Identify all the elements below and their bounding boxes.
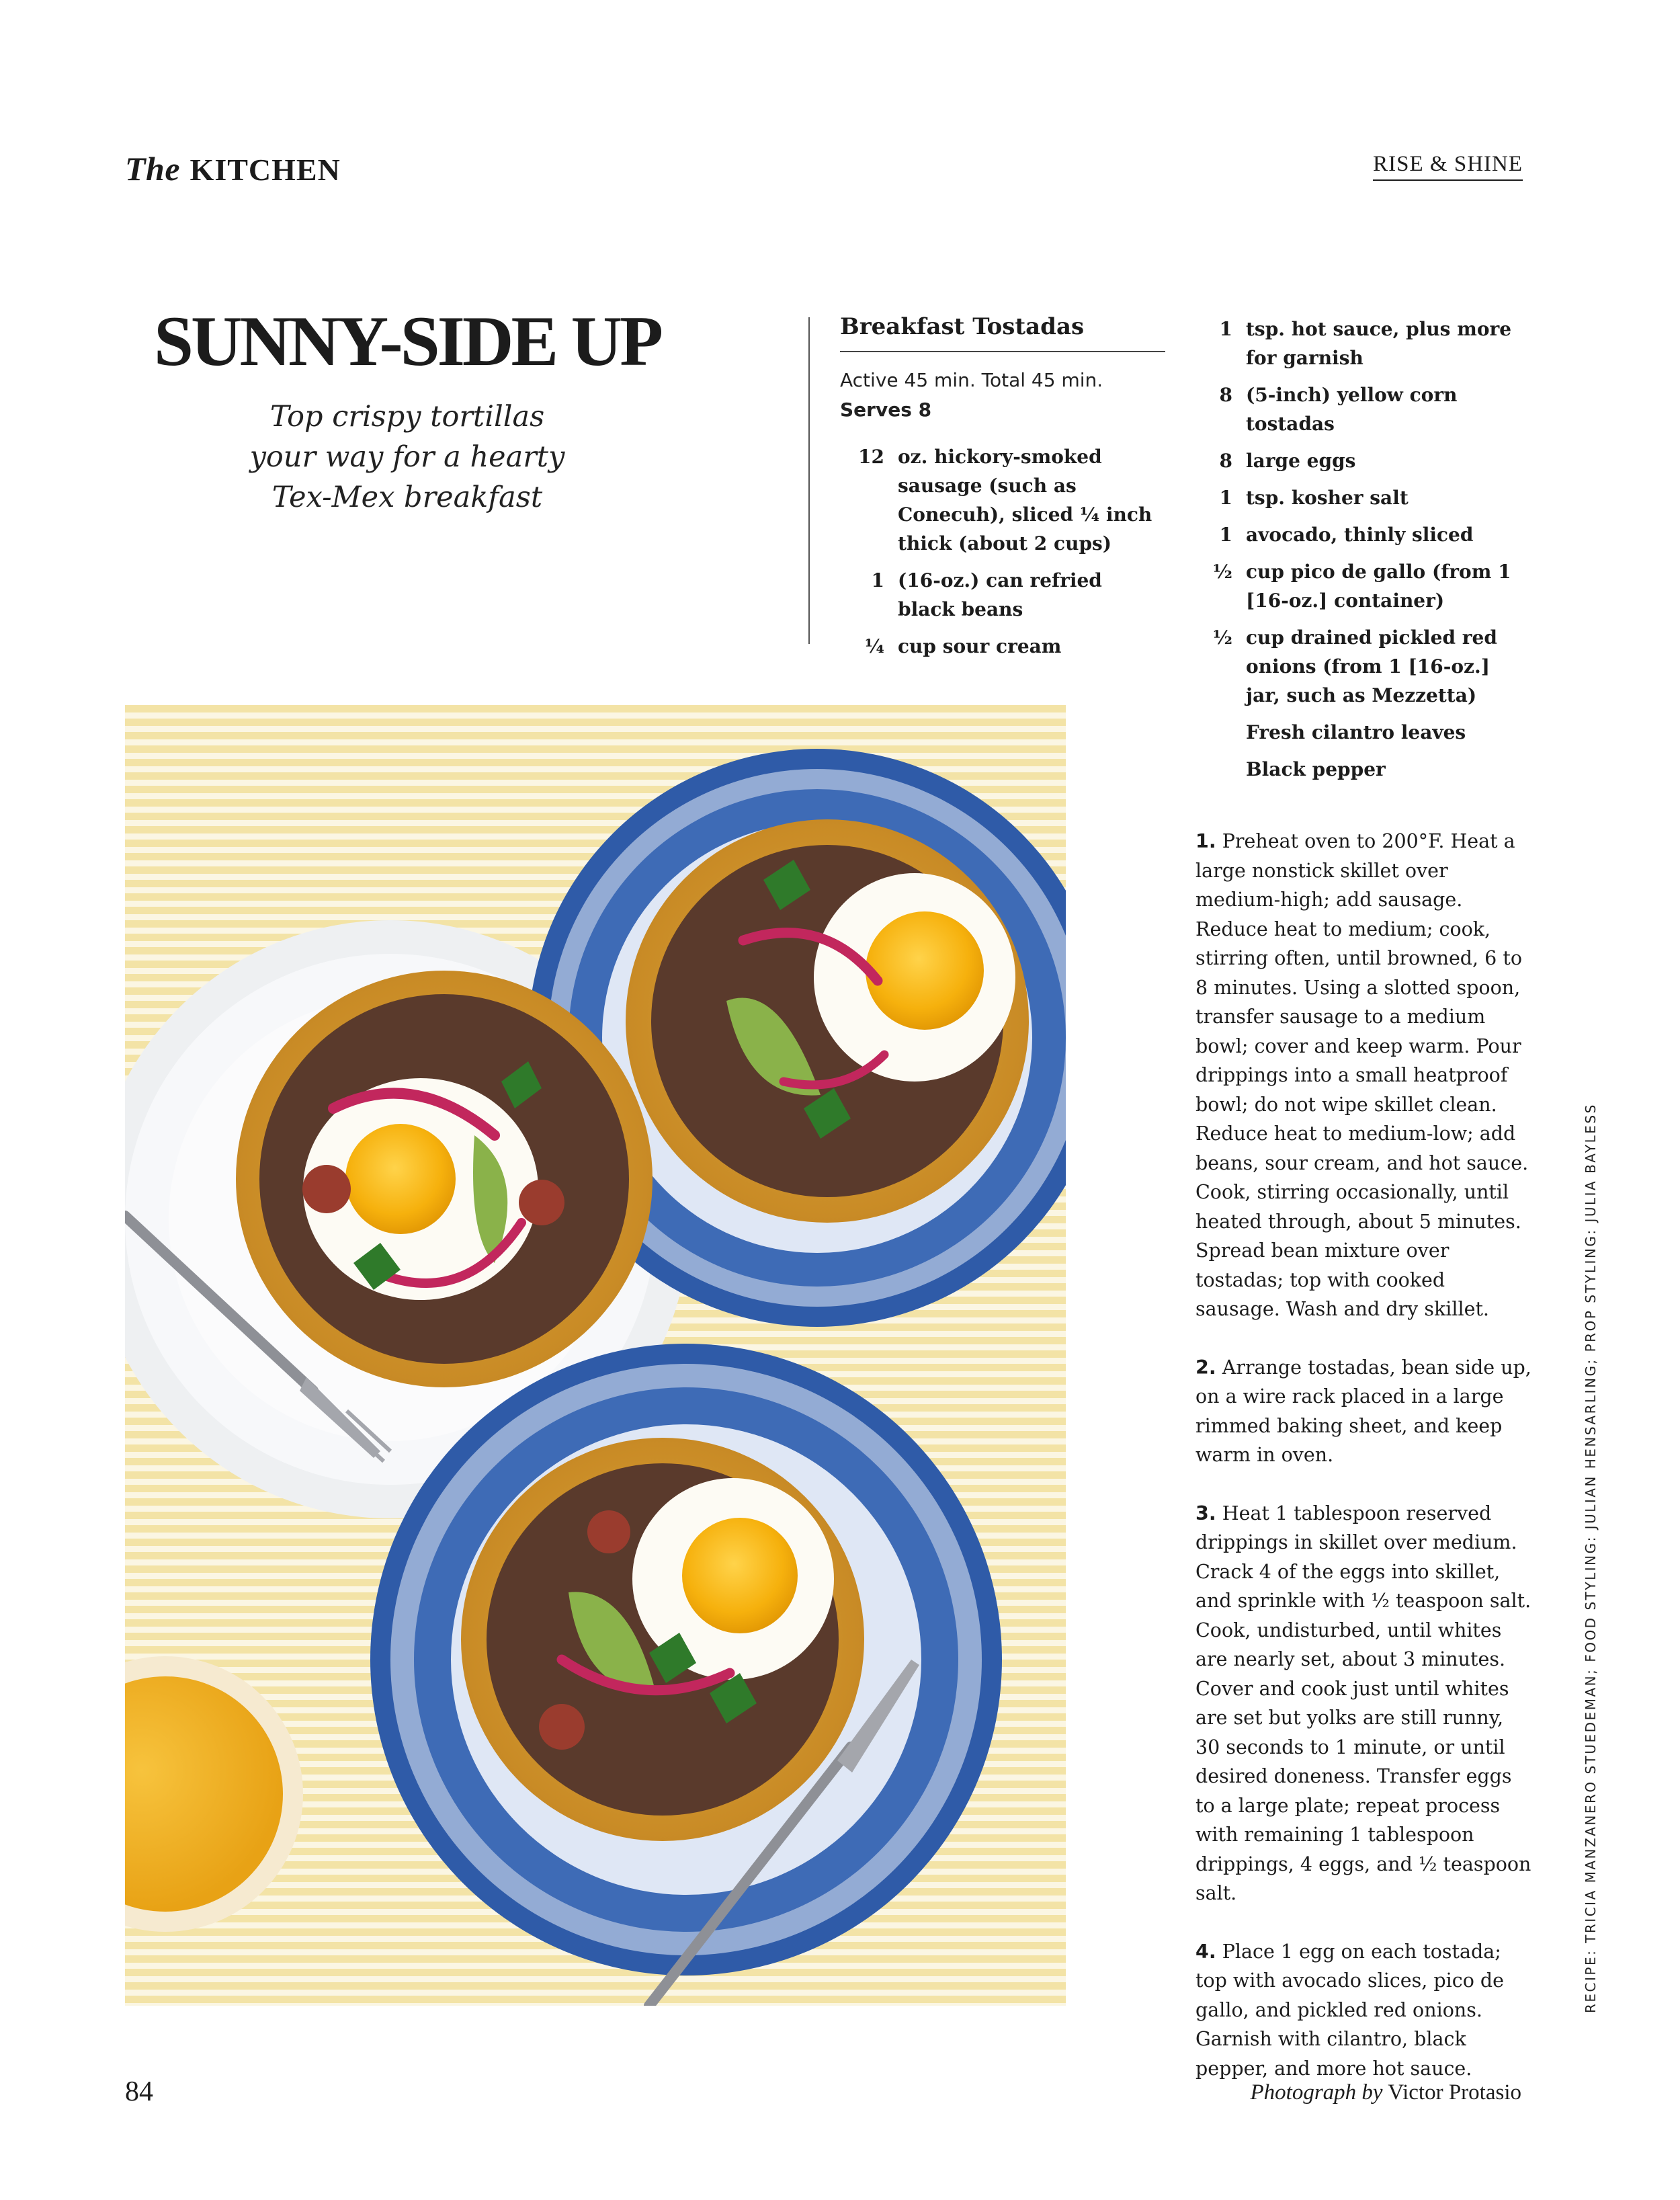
ingredient-text: cup drained pickled red onions (from 1 [16-oz.] jar, such as Mezzetta): [1246, 626, 1497, 706]
ingredient-text: tsp. hot sauce, plus more for garnish: [1246, 318, 1512, 369]
food-photo: [125, 705, 1066, 2006]
ingredient-list-1: [840, 442, 1165, 661]
step-number: 1.: [1195, 830, 1216, 852]
ingredient-qty: 1: [1219, 318, 1232, 340]
column-divider: [808, 317, 810, 644]
tostada-bottom: [461, 1438, 864, 1841]
recipe-title: Breakfast Tostadas: [840, 313, 1165, 352]
photo-credit-label: Photograph by: [1250, 2080, 1383, 2105]
ingredient-item: [1206, 446, 1528, 475]
ingredient-text: tsp. kosher salt: [1246, 487, 1409, 509]
photo-credit: [1251, 2080, 1521, 2105]
ingredient-text: (16-oz.) can refried black beans: [898, 569, 1102, 620]
dek-line: Tex-Mex breakfast: [271, 481, 543, 514]
ingredient-text: Fresh cilantro leaves: [1246, 721, 1466, 743]
step-number: 3.: [1195, 1502, 1216, 1524]
ingredient-item: [1206, 755, 1528, 784]
tostada-left: [236, 971, 653, 1387]
ingredient-qty: ¼: [864, 635, 884, 657]
ingredient-qty: 1: [871, 569, 884, 592]
ingredient-item: [840, 442, 1165, 558]
ingredient-item: [1206, 718, 1528, 747]
credits: RECIPE: TRICIA MANZANERO STUEDEMAN; FOOD STYLING: JULIAN HENSARLING; PROP STYLING: JULIA BAYLESS: [1583, 1103, 1599, 2013]
section-label: [125, 149, 341, 188]
section-label-kitchen: KITCHEN: [190, 153, 341, 187]
section-label-the: The: [125, 150, 181, 188]
section-tag: RISE & SHINE: [1373, 152, 1523, 181]
ingredient-item: [840, 632, 1165, 661]
ingredient-text: avocado, thinly sliced: [1246, 524, 1474, 546]
ingredient-qty: ½: [1212, 626, 1232, 649]
page-number: 84: [125, 2076, 153, 2107]
ingredient-text: cup sour cream: [898, 635, 1062, 657]
recipe-time: Active 45 min. Total 45 min.: [840, 369, 1103, 391]
step-item: [1195, 827, 1531, 1324]
juice-glass: [125, 1656, 303, 1932]
ingredient-item: [1206, 315, 1528, 372]
dek-line: your way for a hearty: [249, 440, 565, 474]
ingredient-text: oz. hickory-smoked sausage (such as Conecuh), sliced ¼ inch thick (about 2 cups): [898, 446, 1152, 555]
ingredient-item: [840, 566, 1165, 624]
recipe-steps: [1195, 827, 1531, 2112]
recipe-header: [840, 313, 1165, 669]
step-number: 2.: [1195, 1356, 1216, 1379]
step-item: [1195, 1499, 1531, 1908]
photographer-name: Victor Protasio: [1388, 2080, 1521, 2105]
ingredient-qty: [1206, 718, 1246, 747]
step-text: Heat 1 tablespoon reserved drippings in skillet over medium. Crack 4 of the eggs into skillet, and sprinkle with ½ teaspoon salt. Cook, undisturbed, until whites are nearly set, about 3 minutes. Cover and cook just until whites are set but yolks are still runny, 30 seconds to 1 minute, or until desired doneness. Transfer eggs to a large plate; repeat process with remaining 1 tablespoon drippings, 4 eggs, and ½ teaspoon salt.: [1195, 1502, 1531, 1904]
ingredient-item: [1206, 557, 1528, 615]
ingredient-item: [1206, 520, 1528, 549]
ingredient-text: large eggs: [1246, 450, 1356, 472]
ingredient-qty: 12: [858, 446, 884, 468]
step-text: Arrange tostadas, bean side up, on a wire rack placed in a large rimmed baking sheet, and keep warm in oven.: [1195, 1356, 1531, 1466]
ingredient-item: [1206, 483, 1528, 512]
ingredient-text: (5-inch) yellow corn tostadas: [1246, 384, 1458, 435]
step-text: Place 1 egg on each tostada; top with avocado slices, pico de gallo, and pickled red onions. Garnish with cilantro, black pepper, and more hot sauce.: [1195, 1940, 1505, 2080]
ingredient-text: Black pepper: [1246, 758, 1386, 780]
headline: SUNNY-SIDE UP: [154, 302, 661, 380]
step-text: Preheat oven to 200°F. Heat a large nonstick skillet over medium-high; add sausage. Reduce heat to medium; cook, stirring often, until browned, 6 to 8 minutes. Using a slotted spoon, transfer sausage to a medium bowl; cover and keep warm. Pour drippings into a small heatproof bowl; do not wipe skillet clean. Reduce heat to medium-low; add beans, sour cream, and hot sauce. Cook, stirring occasionally, until heated through, about 5 minutes. Spread bean mixture over tostadas; top with cooked sausage. Wash and dry skillet.: [1195, 830, 1529, 1320]
ingredient-item: [1206, 623, 1528, 710]
ingredient-qty: 1: [1219, 524, 1232, 546]
step-number: 4.: [1195, 1940, 1216, 1963]
ingredient-text: cup pico de gallo (from 1 [16-oz.] container): [1246, 561, 1511, 612]
ingredient-list-2: [1206, 315, 1528, 792]
tostada-top: [626, 819, 1029, 1223]
dek-line: Top crispy tortillas: [269, 400, 545, 434]
ingredient-item: [1206, 380, 1528, 438]
step-item: [1195, 1353, 1531, 1470]
ingredient-qty: 8: [1219, 384, 1232, 406]
step-item: [1195, 1937, 1531, 2084]
ingredient-qty: [1206, 755, 1246, 784]
dek: [125, 397, 689, 518]
food-photo-illustration: [125, 705, 1066, 2006]
ingredient-qty: ½: [1212, 561, 1232, 583]
ingredient-qty: 1: [1219, 487, 1232, 509]
recipe-serves: Serves 8: [840, 399, 932, 421]
ingredient-qty: 8: [1219, 450, 1232, 472]
